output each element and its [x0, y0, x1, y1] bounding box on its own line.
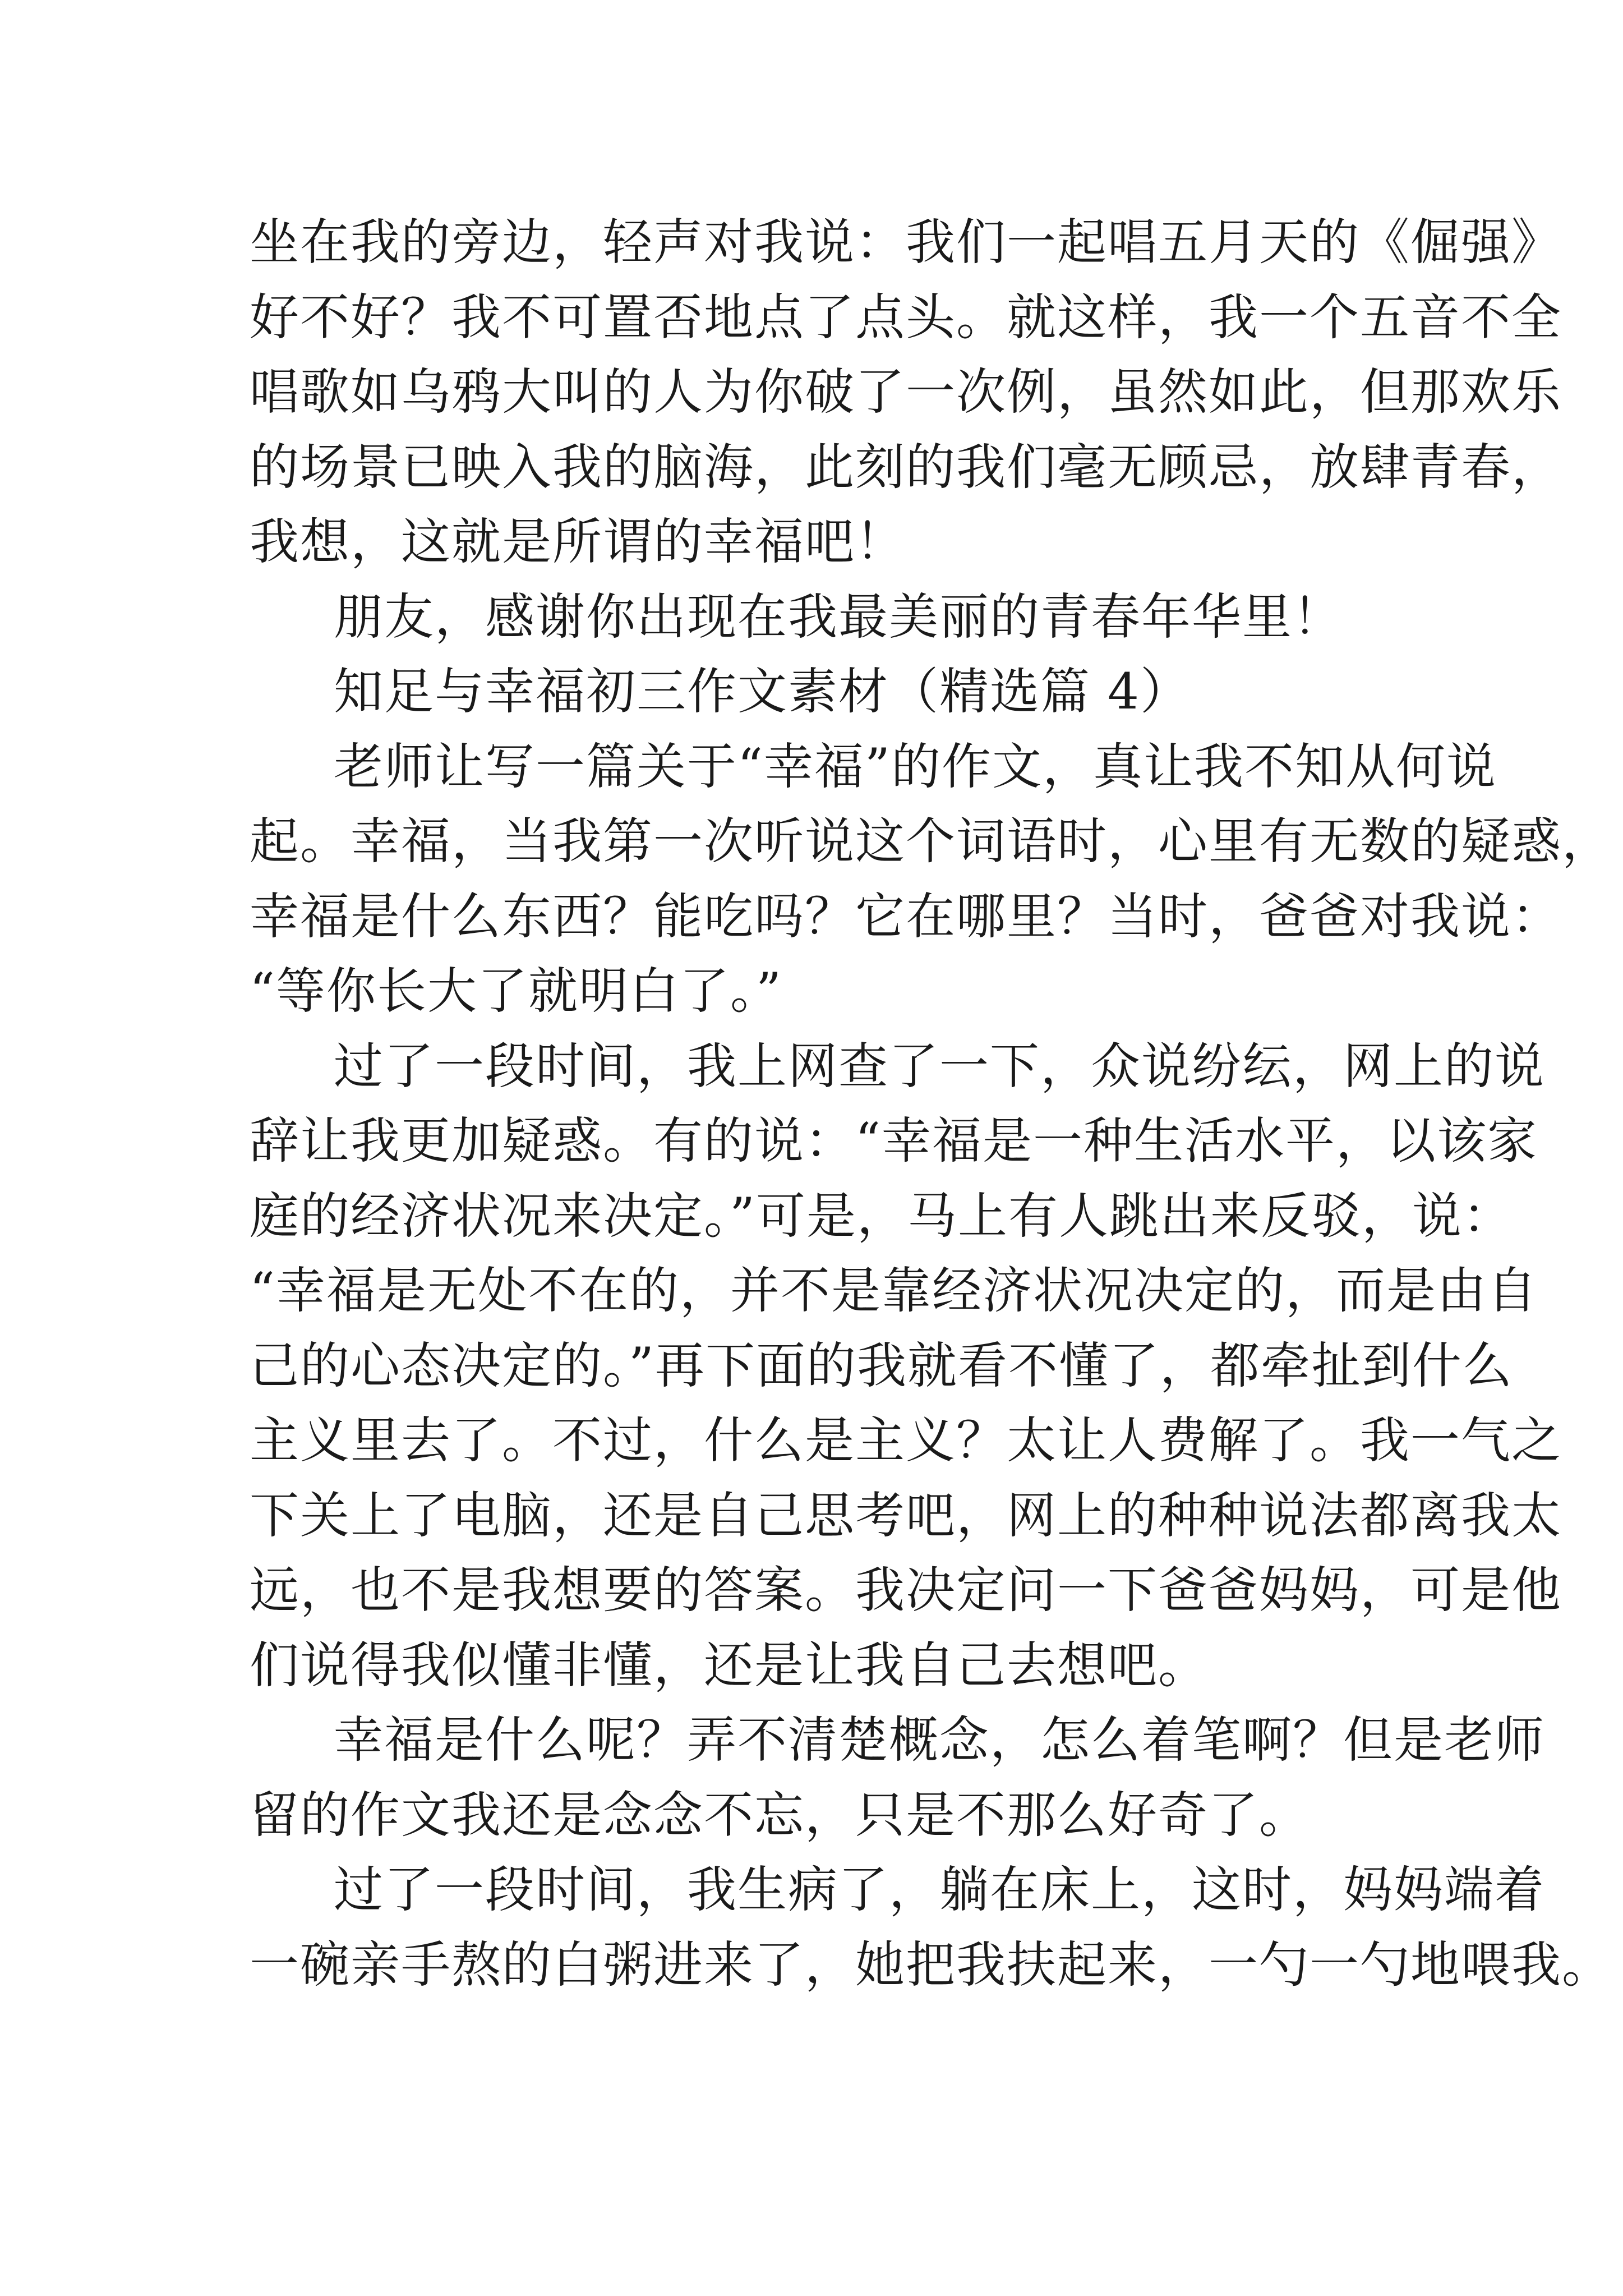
- text-line: 我想，这就是所谓的幸福吧！: [250, 513, 906, 570]
- text-line: “幸福是无处不在的，并不是靠经济状况决定的，而是由自: [250, 1262, 1538, 1319]
- text-line: 老师让写一篇关于“幸福”的作文，真让我不知从何说: [334, 737, 1497, 795]
- text-line: 的场景已映入我的脑海，此刻的我们毫无顾忌，放肆青春，: [250, 438, 1562, 496]
- text-line: 朋友，感谢你出现在我最美丽的青春年华里！: [334, 587, 1344, 646]
- text-line: 幸福是什么呢？弄不清楚概念，怎么着笔啊？但是老师: [334, 1711, 1546, 1769]
- text-line: 们说得我似懂非懂，还是让我自己去想吧。: [250, 1636, 1209, 1694]
- text-line: 庭的经济状况来决定。”可是，马上有人跳出来反驳，说：: [250, 1186, 1513, 1245]
- text-line: 留的作文我还是念念不忘，只是不那么好奇了。: [250, 1786, 1310, 1844]
- text-line: 远，也不是我想要的答案。我决定问一下爸爸妈妈，可是他: [250, 1561, 1562, 1619]
- text-line: 过了一段时间，我上网查了一下，众说纷纭，网上的说: [334, 1037, 1546, 1095]
- text-line: 主义里去了。不过，什么是主义？太让人费解了。我一气之: [250, 1411, 1562, 1469]
- text-line: 一碗亲手熬的白粥进来了，她把我扶起来，一勺一勺地喂我。: [250, 1935, 1613, 1994]
- text-line: 下关上了电脑，还是自己思考吧，网上的种种说法都离我太: [250, 1486, 1562, 1544]
- section-heading: 知足与幸福初三作文素材（精选篇 4）: [334, 662, 1191, 720]
- essay-body: [250, 205, 1613, 2002]
- text-line: 己的心态决定的。”再下面的我就看不懂了，都牵扯到什么: [250, 1336, 1513, 1395]
- text-line: 辞让我更加疑惑。有的说：“幸福是一种生活水平，以该家: [250, 1112, 1538, 1170]
- text-line: 坐在我的旁边，轻声对我说：我们一起唱五月天的《倔强》: [250, 213, 1562, 271]
- text-line: 起。幸福，当我第一次听说这个词语时，心里有无数的疑惑，: [250, 812, 1613, 870]
- text-line: “等你长大了就明白了。”: [250, 962, 782, 1020]
- text-line: 唱歌如乌鸦大叫的人为你破了一次例，虽然如此，但那欢乐: [250, 363, 1562, 421]
- text-line: 过了一段时间，我生病了，躺在床上，这时，妈妈端着: [334, 1861, 1546, 1918]
- text-line: 好不好？我不可置否地点了点头。就这样，我一个五音不全: [250, 288, 1562, 346]
- text-line: 幸福是什么东西？能吃吗？它在哪里？当时，爸爸对我说：: [250, 887, 1562, 945]
